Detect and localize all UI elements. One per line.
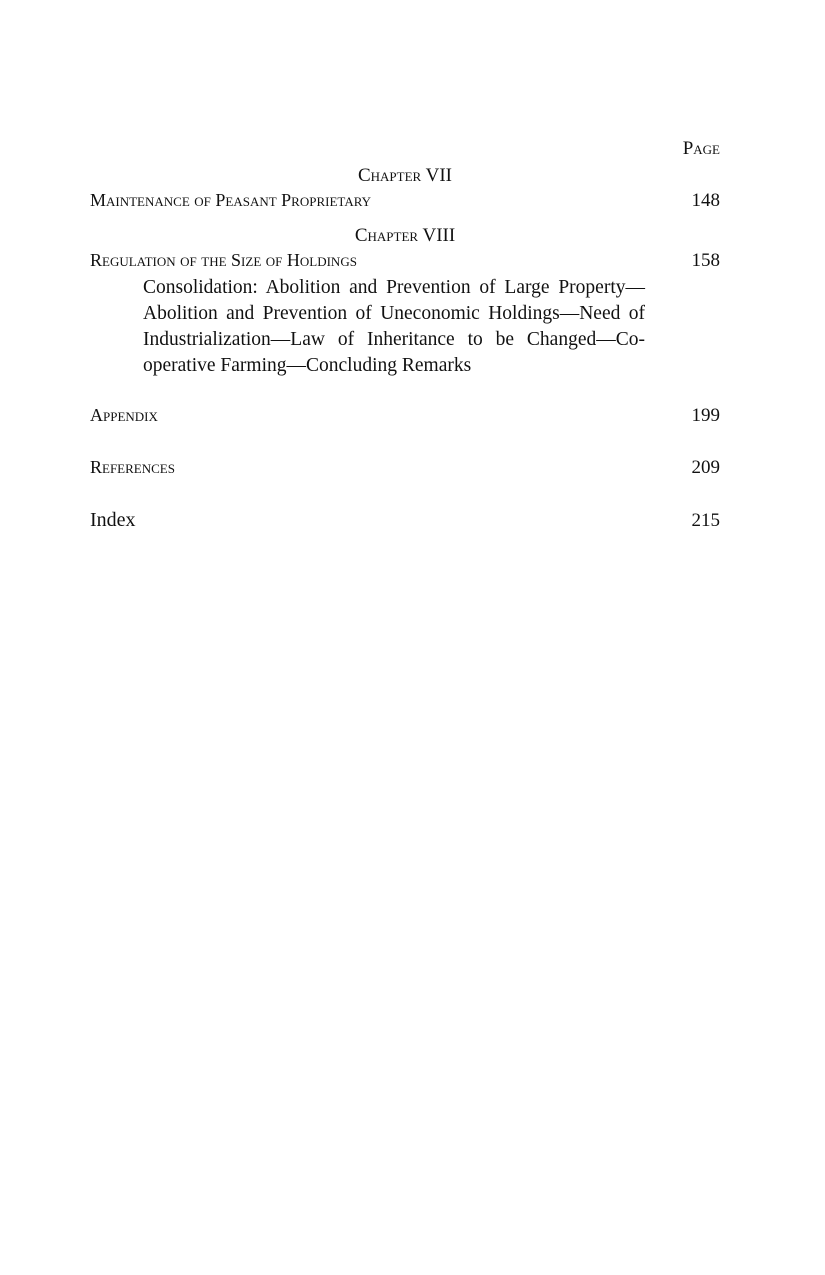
- page-column-label: Page: [682, 138, 720, 159]
- entry-page-number: 199: [691, 405, 720, 426]
- chapter-description: Consolidation: Abolition and Prevention of Large Property—Abolition and Prevention of Uneconomic Holdings—Need of Industrialization—Law of Inheritance to be Changed—Co-operative Farming—Concluding Remarks: [143, 277, 645, 376]
- contents-page: [90, 0, 720, 1275]
- chapter-heading: Chapter VIII: [354, 225, 456, 246]
- entry-title: Maintenance of Peasant Proprietary: [90, 190, 372, 210]
- chapter-heading: Chapter VII: [357, 165, 452, 186]
- entry-title: Index: [90, 509, 136, 531]
- toc-entry: [90, 190, 720, 212]
- toc-entry: [90, 250, 720, 272]
- entry-title: References: [90, 457, 175, 477]
- entry-page-number: 158: [691, 250, 720, 271]
- entry-title: Appendix: [90, 405, 158, 425]
- toc-entry: [90, 457, 720, 479]
- entry-page-number: 209: [691, 457, 720, 478]
- toc-entry: [90, 509, 720, 532]
- toc-entry: [90, 405, 720, 427]
- entry-page-number: 215: [691, 510, 720, 531]
- entry-title: Regulation of the Size of Holdings: [90, 250, 357, 270]
- entry-page-number: 148: [691, 190, 720, 211]
